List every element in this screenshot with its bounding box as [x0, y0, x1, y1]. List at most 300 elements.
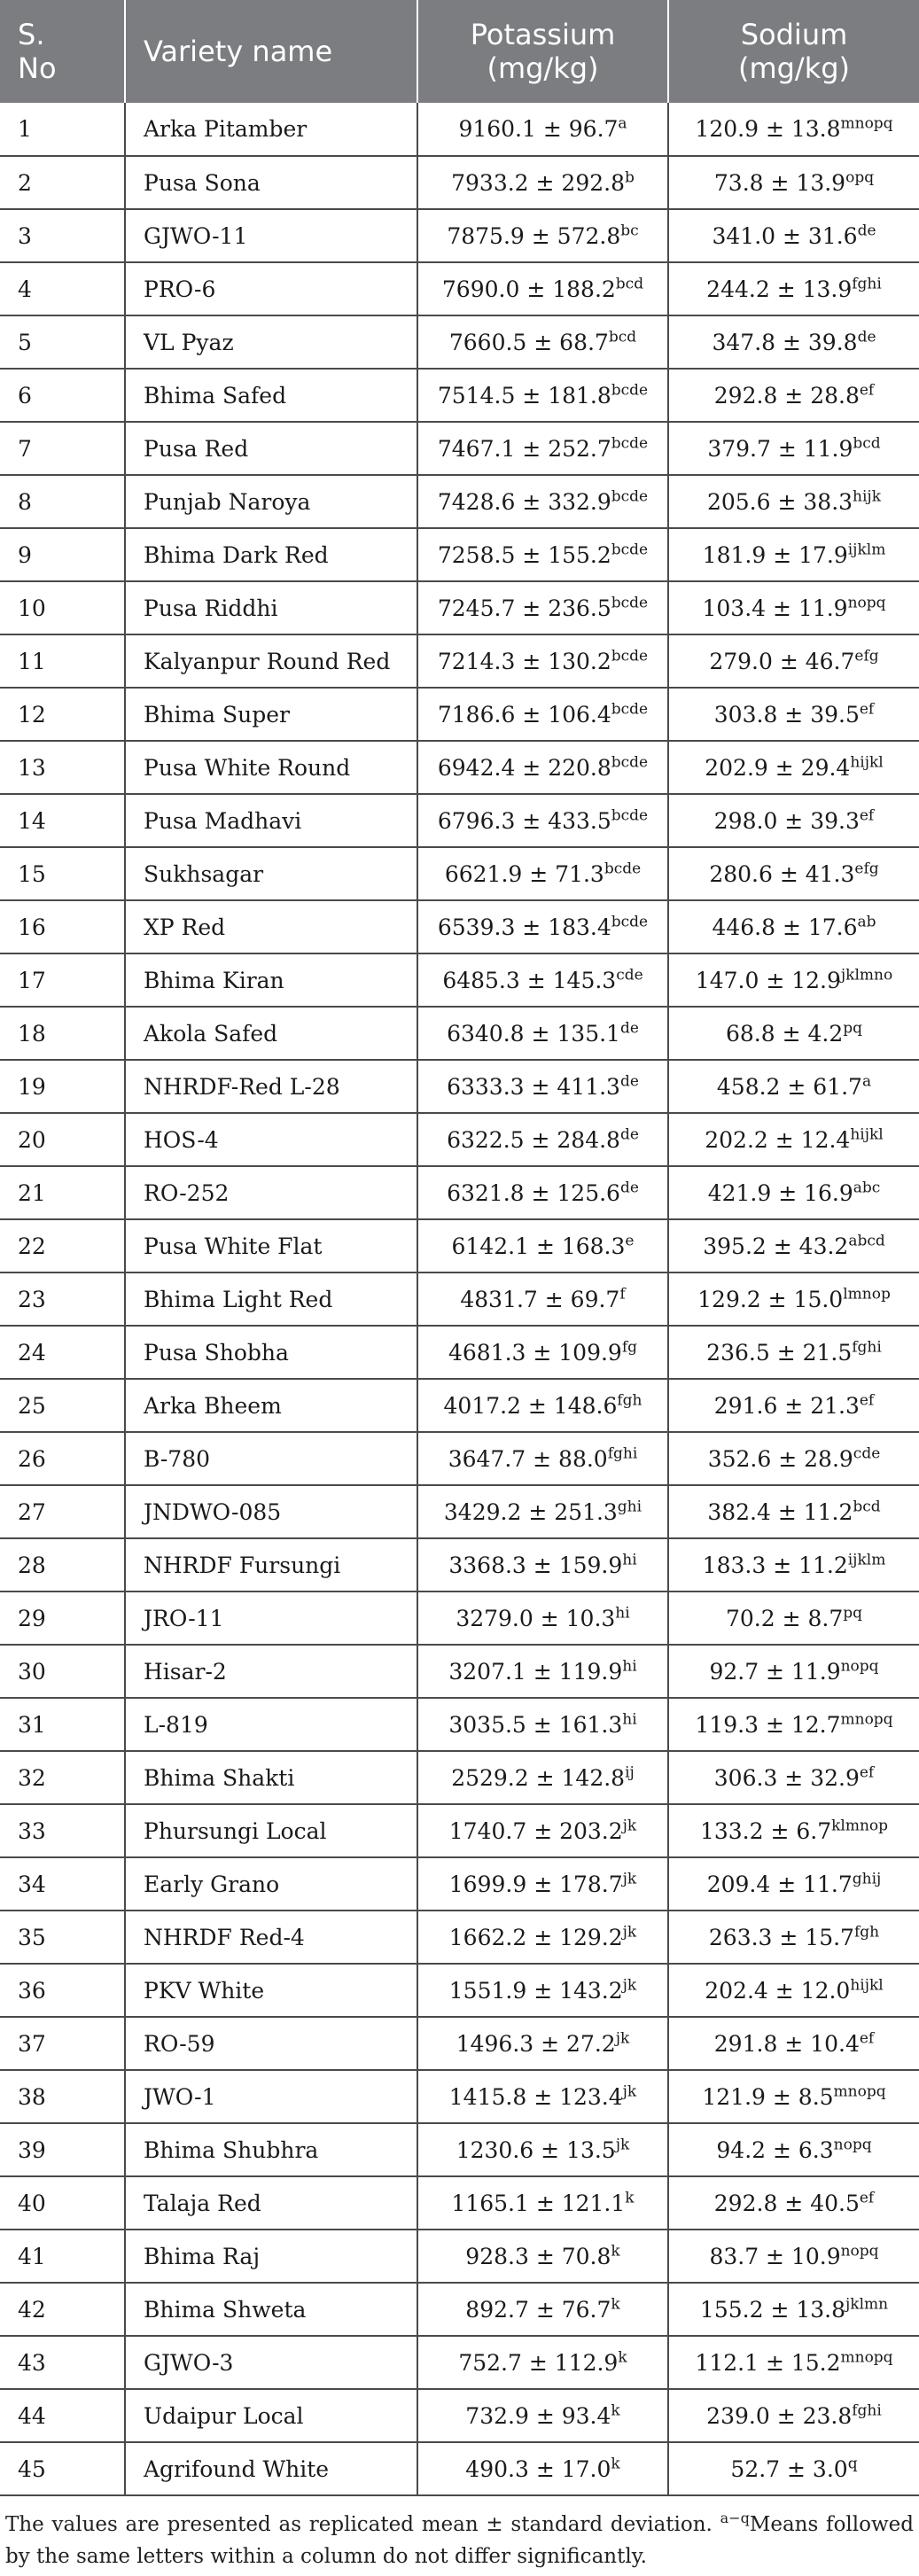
- cell-sno: 3: [0, 209, 125, 262]
- sodium-value: 120.9 ± 13.8: [695, 116, 841, 142]
- sodium-value: 202.4 ± 12.0: [705, 1977, 851, 2004]
- cell-potassium: [417, 2442, 668, 2495]
- cell-sodium: [668, 2389, 919, 2442]
- cell-sodium: [668, 528, 919, 581]
- sodium-value: 202.9 ± 29.4: [705, 754, 851, 781]
- cell-variety-name: Bhima Raj: [125, 2230, 417, 2283]
- table-row: [0, 953, 919, 1007]
- potassium-value: 1496.3 ± 27.2: [456, 2030, 616, 2057]
- sodium-significance: fgh: [853, 1923, 880, 1942]
- sodium-significance: nopq: [833, 2136, 872, 2154]
- potassium-value: 6333.3 ± 411.3: [447, 1073, 620, 1100]
- cell-potassium: [417, 794, 668, 847]
- cell-sno: 39: [0, 2123, 125, 2176]
- cell-potassium: [417, 2070, 668, 2123]
- cell-sno: 17: [0, 953, 125, 1007]
- potassium-significance: bcde: [611, 753, 649, 772]
- cell-sodium: [668, 2123, 919, 2176]
- potassium-significance: bcde: [611, 806, 649, 825]
- table-row: [0, 741, 919, 794]
- cell-sno: 37: [0, 2017, 125, 2070]
- cell-sodium: [668, 1272, 919, 1326]
- table-row: [0, 528, 919, 581]
- cell-sodium: [668, 209, 919, 262]
- cell-sodium: [668, 262, 919, 315]
- cell-potassium: [417, 1857, 668, 1911]
- potassium-value: 3368.3 ± 159.9: [448, 1552, 623, 1578]
- cell-variety-name: Arka Bheem: [125, 1379, 417, 1432]
- sodium-significance: lmnop: [843, 1285, 891, 1304]
- cell-sno: 1: [0, 103, 125, 156]
- cell-sno: 26: [0, 1432, 125, 1485]
- table-row: [0, 847, 919, 900]
- cell-potassium: [417, 1538, 668, 1592]
- sodium-significance: klmnop: [831, 1817, 889, 1835]
- potassium-significance: bcd: [608, 328, 637, 346]
- cell-sodium: [668, 1538, 919, 1592]
- sodium-value: 292.8 ± 28.8: [713, 382, 860, 409]
- table-row: [0, 2070, 919, 2123]
- sodium-significance: mnopq: [840, 2348, 893, 2367]
- table-row: [0, 262, 919, 315]
- header-sodium-line2: (mg/kg): [737, 51, 851, 85]
- potassium-value: 6142.1 ± 168.3: [451, 1233, 626, 1259]
- cell-variety-name: B-780: [125, 1432, 417, 1485]
- potassium-value: 6539.3 ± 183.4: [437, 914, 611, 940]
- cell-sno: 31: [0, 1698, 125, 1751]
- sodium-value: 73.8 ± 13.9: [713, 169, 846, 196]
- cell-potassium: [417, 422, 668, 475]
- potassium-significance: fghi: [607, 1444, 638, 1463]
- sodium-value: 112.1 ± 15.2: [695, 2349, 841, 2376]
- sodium-value: 52.7 ± 3.0: [730, 2455, 848, 2482]
- cell-sno: 45: [0, 2442, 125, 2495]
- header-potassium-line1: Potassium: [470, 18, 616, 51]
- potassium-value: 1740.7 ± 203.2: [448, 1817, 623, 1844]
- potassium-significance: k: [611, 2401, 620, 2420]
- potassium-value: 732.9 ± 93.4: [465, 2402, 611, 2429]
- cell-sno: 6: [0, 369, 125, 422]
- potassium-value: 892.7 ± 76.7: [465, 2296, 611, 2323]
- sodium-significance: ab: [857, 913, 876, 931]
- cell-variety-name: Pusa Madhavi: [125, 794, 417, 847]
- potassium-value: 1230.6 ± 13.5: [456, 2136, 616, 2163]
- sodium-value: 121.9 ± 8.5: [702, 2083, 834, 2110]
- sodium-value: 70.2 ± 8.7: [725, 1605, 844, 1631]
- sodium-significance: ef: [859, 1391, 875, 1410]
- potassium-significance: hi: [622, 1710, 637, 1729]
- cell-variety-name: Pusa Shobha: [125, 1326, 417, 1379]
- sodium-significance: fghi: [852, 2401, 882, 2420]
- cell-sno: 7: [0, 422, 125, 475]
- sodium-value: 68.8 ± 4.2: [725, 1020, 844, 1047]
- cell-sno: 22: [0, 1219, 125, 1272]
- table-row: [0, 1432, 919, 1485]
- potassium-significance: hi: [615, 1604, 630, 1623]
- potassium-significance: bcde: [611, 700, 649, 719]
- cell-sno: 20: [0, 1113, 125, 1166]
- sodium-significance: abc: [853, 1179, 881, 1197]
- header-sno-line2: No: [18, 51, 57, 85]
- cell-variety-name: Early Grano: [125, 1857, 417, 1911]
- potassium-significance: bcde: [611, 594, 649, 612]
- sodium-value: 236.5 ± 21.5: [706, 1339, 853, 1366]
- potassium-value: 6796.3 ± 433.5: [437, 807, 611, 834]
- cell-potassium: [417, 688, 668, 741]
- sodium-value: 147.0 ± 12.9: [695, 967, 841, 993]
- cell-variety-name: Pusa Riddhi: [125, 581, 417, 634]
- cell-sodium: [668, 1857, 919, 1911]
- sodium-value: 209.4 ± 11.7: [706, 1871, 853, 1897]
- cell-variety-name: Akola Safed: [125, 1007, 417, 1060]
- cell-potassium: [417, 2389, 668, 2442]
- cell-variety-name: Punjab Naroya: [125, 475, 417, 528]
- cell-variety-name: Bhima Shakti: [125, 1751, 417, 1804]
- table-row: [0, 1113, 919, 1166]
- header-sodium: [668, 0, 919, 103]
- sodium-value: 279.0 ± 46.7: [709, 648, 855, 674]
- cell-variety-name: Bhima Kiran: [125, 953, 417, 1007]
- table-row: [0, 1485, 919, 1538]
- cell-sodium: [668, 156, 919, 209]
- sodium-value: 205.6 ± 38.3: [706, 488, 853, 515]
- sodium-significance: bcd: [853, 1498, 881, 1516]
- potassium-value: 6321.8 ± 125.6: [447, 1179, 620, 1206]
- cell-potassium: [417, 2017, 668, 2070]
- cell-sodium: [668, 1592, 919, 1645]
- potassium-significance: cde: [616, 966, 643, 984]
- cell-sodium: [668, 315, 919, 369]
- potassium-significance: de: [619, 1125, 639, 1144]
- table-row: [0, 1804, 919, 1857]
- table-row: [0, 1538, 919, 1592]
- cell-sodium: [668, 1485, 919, 1538]
- table-row: [0, 475, 919, 528]
- sodium-significance: fghi: [852, 1338, 882, 1357]
- cell-variety-name: JNDWO-085: [125, 1485, 417, 1538]
- cell-potassium: [417, 528, 668, 581]
- sodium-value: 92.7 ± 11.9: [709, 1658, 841, 1685]
- potassium-value: 9160.1 ± 96.7: [458, 116, 619, 142]
- table-row: [0, 1857, 919, 1911]
- cell-potassium: [417, 1219, 668, 1272]
- cell-sno: 9: [0, 528, 125, 581]
- cell-variety-name: Udaipur Local: [125, 2389, 417, 2442]
- sodium-significance: q: [847, 2455, 858, 2473]
- potassium-significance: bcde: [611, 434, 649, 453]
- potassium-significance: bcde: [611, 647, 649, 665]
- potassium-value: 6340.8 ± 135.1: [447, 1020, 620, 1047]
- cell-sodium: [668, 953, 919, 1007]
- potassium-significance: hi: [622, 1657, 637, 1676]
- sodium-significance: hijkl: [850, 753, 884, 772]
- potassium-significance: bcd: [615, 275, 644, 293]
- table-body: [0, 103, 919, 2495]
- cell-variety-name: Arka Pitamber: [125, 103, 417, 156]
- table-row: [0, 1219, 919, 1272]
- cell-variety-name: Bhima Super: [125, 688, 417, 741]
- cell-sno: 11: [0, 634, 125, 688]
- potassium-value: 2529.2 ± 142.8: [451, 1764, 626, 1791]
- cell-sno: 14: [0, 794, 125, 847]
- table-row: [0, 1007, 919, 1060]
- potassium-significance: bcde: [611, 541, 649, 559]
- sodium-significance: jklmno: [840, 966, 893, 984]
- cell-potassium: [417, 1007, 668, 1060]
- cell-potassium: [417, 1592, 668, 1645]
- table-row: [0, 2123, 919, 2176]
- sodium-value: 382.4 ± 11.2: [707, 1498, 853, 1525]
- header-sno-line1: S.: [18, 18, 45, 51]
- cell-sno: 2: [0, 156, 125, 209]
- sodium-significance: de: [857, 328, 876, 346]
- sodium-value: 341.0 ± 31.6: [712, 222, 858, 249]
- cell-variety-name: JRO-11: [125, 1592, 417, 1645]
- cell-potassium: [417, 1964, 668, 2017]
- cell-potassium: [417, 2123, 668, 2176]
- potassium-value: 752.7 ± 112.9: [458, 2349, 619, 2376]
- table-row: [0, 2389, 919, 2442]
- cell-variety-name: RO-252: [125, 1166, 417, 1219]
- cell-sodium: [668, 2070, 919, 2123]
- cell-sodium: [668, 475, 919, 528]
- cell-sodium: [668, 1645, 919, 1698]
- cell-variety-name: PRO-6: [125, 262, 417, 315]
- potassium-value: 7875.9 ± 572.8: [447, 222, 621, 249]
- table-row: [0, 1911, 919, 1964]
- cell-potassium: [417, 315, 668, 369]
- sodium-significance: a: [861, 1072, 872, 1091]
- cell-variety-name: Pusa Sona: [125, 156, 417, 209]
- potassium-significance: ghi: [617, 1498, 643, 1516]
- potassium-value: 7514.5 ± 181.8: [437, 382, 611, 409]
- cell-sno: 40: [0, 2176, 125, 2230]
- sodium-significance: ijklm: [847, 1551, 886, 1569]
- potassium-value: 3429.2 ± 251.3: [443, 1498, 618, 1525]
- cell-sodium: [668, 2283, 919, 2336]
- potassium-significance: e: [625, 1232, 635, 1250]
- potassium-value: 1551.9 ± 143.2: [448, 1977, 623, 2004]
- cell-potassium: [417, 1060, 668, 1113]
- cell-sno: 19: [0, 1060, 125, 1113]
- cell-sno: 30: [0, 1645, 125, 1698]
- cell-potassium: [417, 103, 668, 156]
- cell-variety-name: Sukhsagar: [125, 847, 417, 900]
- potassium-significance: jk: [615, 2136, 630, 2154]
- sodium-value: 458.2 ± 61.7: [716, 1073, 862, 1100]
- potassium-significance: hi: [622, 1551, 637, 1569]
- potassium-value: 1699.9 ± 178.7: [448, 1871, 623, 1897]
- table-header: [0, 0, 919, 103]
- potassium-significance: k: [611, 2295, 620, 2314]
- cell-sodium: [668, 1751, 919, 1804]
- table-row: [0, 794, 919, 847]
- sodium-significance: ef: [859, 806, 875, 825]
- cell-sodium: [668, 1166, 919, 1219]
- cell-variety-name: RO-59: [125, 2017, 417, 2070]
- cell-sno: 36: [0, 1964, 125, 2017]
- potassium-significance: bcde: [611, 487, 649, 506]
- cell-sodium: [668, 1964, 919, 2017]
- cell-potassium: [417, 2336, 668, 2389]
- potassium-significance: jk: [622, 1817, 637, 1835]
- sodium-value: 292.8 ± 40.5: [713, 2190, 860, 2216]
- sodium-value: 94.2 ± 6.3: [716, 2136, 834, 2163]
- cell-potassium: [417, 209, 668, 262]
- sodium-value: 129.2 ± 15.0: [697, 1286, 844, 1312]
- sodium-value: 263.3 ± 15.7: [708, 1924, 854, 1950]
- cell-variety-name: GJWO-11: [125, 209, 417, 262]
- sodium-significance: hijk: [853, 487, 882, 506]
- table-row: [0, 2283, 919, 2336]
- potassium-significance: de: [619, 1019, 639, 1038]
- cell-sno: 34: [0, 1857, 125, 1911]
- cell-variety-name: PKV White: [125, 1964, 417, 2017]
- cell-variety-name: VL Pyaz: [125, 315, 417, 369]
- sodium-significance: fghi: [852, 275, 882, 293]
- table-row: [0, 2442, 919, 2495]
- potassium-significance: jk: [622, 2082, 637, 2101]
- sodium-significance: cde: [853, 1444, 881, 1463]
- sodium-value: 239.0 ± 23.8: [706, 2402, 853, 2429]
- sodium-value: 291.8 ± 10.4: [713, 2030, 860, 2057]
- sodium-significance: jklmn: [845, 2295, 889, 2314]
- cell-variety-name: Bhima Light Red: [125, 1272, 417, 1326]
- potassium-value: 6942.4 ± 220.8: [437, 754, 611, 781]
- sodium-significance: ef: [859, 2029, 875, 2048]
- sodium-significance: mnopq: [840, 114, 893, 133]
- table-row: [0, 1379, 919, 1432]
- sodium-value: 202.2 ± 12.4: [705, 1126, 851, 1153]
- cell-sodium: [668, 1326, 919, 1379]
- cell-sodium: [668, 847, 919, 900]
- potassium-value: 928.3 ± 70.8: [465, 2243, 611, 2269]
- cell-sodium: [668, 1698, 919, 1751]
- cell-variety-name: HOS-4: [125, 1113, 417, 1166]
- potassium-significance: de: [619, 1179, 639, 1197]
- cell-sodium: [668, 1911, 919, 1964]
- sodium-value: 421.9 ± 16.9: [707, 1179, 853, 1206]
- table-row: [0, 1272, 919, 1326]
- table-row: [0, 2230, 919, 2283]
- table-row: [0, 900, 919, 953]
- potassium-value: 4681.3 ± 109.9: [448, 1339, 622, 1366]
- table-row: [0, 209, 919, 262]
- potassium-significance: jk: [622, 1923, 637, 1942]
- potassium-significance: k: [625, 2189, 635, 2207]
- table-row: [0, 156, 919, 209]
- header-potassium-line2: (mg/kg): [487, 51, 599, 85]
- cell-sno: 42: [0, 2283, 125, 2336]
- cell-sodium: [668, 634, 919, 688]
- potassium-significance: de: [619, 1072, 639, 1091]
- cell-sno: 44: [0, 2389, 125, 2442]
- potassium-significance: k: [618, 2348, 627, 2367]
- sodium-significance: ef: [859, 700, 875, 719]
- table-row: [0, 1964, 919, 2017]
- potassium-value: 7186.6 ± 106.4: [437, 701, 611, 728]
- sodium-significance: nopq: [847, 594, 886, 612]
- table-row: [0, 2336, 919, 2389]
- potassium-value: 6621.9 ± 71.3: [444, 860, 604, 887]
- potassium-value: 3207.1 ± 119.9: [448, 1658, 623, 1685]
- cell-variety-name: JWO-1: [125, 2070, 417, 2123]
- sodium-value: 347.8 ± 39.8: [712, 329, 858, 355]
- cell-sodium: [668, 422, 919, 475]
- sodium-significance: hijkl: [850, 1125, 884, 1144]
- cell-sno: 16: [0, 900, 125, 953]
- cell-potassium: [417, 1166, 668, 1219]
- cell-sno: 43: [0, 2336, 125, 2389]
- cell-sodium: [668, 2176, 919, 2230]
- cell-sodium: [668, 1060, 919, 1113]
- table-row: [0, 103, 919, 156]
- potassium-value: 6485.3 ± 145.3: [442, 967, 617, 993]
- potassium-value: 490.3 ± 17.0: [465, 2455, 611, 2482]
- sodium-value: 303.8 ± 39.5: [713, 701, 860, 728]
- cell-sodium: [668, 1113, 919, 1166]
- cell-sodium: [668, 900, 919, 953]
- potassium-significance: bcde: [604, 860, 642, 878]
- sodium-value: 133.2 ± 6.7: [699, 1817, 832, 1844]
- sodium-value: 298.0 ± 39.3: [713, 807, 860, 834]
- potassium-significance: bcde: [611, 381, 649, 400]
- cell-sodium: [668, 1007, 919, 1060]
- footnote-text-after: Means followed by the same letters within a column do not differ significantly.: [5, 2513, 914, 2568]
- potassium-significance: k: [611, 2455, 620, 2473]
- cell-sno: 27: [0, 1485, 125, 1538]
- cell-potassium: [417, 1911, 668, 1964]
- sodium-significance: bcd: [853, 434, 881, 453]
- sodium-value: 103.4 ± 11.9: [702, 595, 848, 621]
- cell-variety-name: Bhima Dark Red: [125, 528, 417, 581]
- cell-sno: 18: [0, 1007, 125, 1060]
- header-potassium: [417, 0, 668, 103]
- cell-variety-name: Talaja Red: [125, 2176, 417, 2230]
- cell-sodium: [668, 369, 919, 422]
- sodium-value: 446.8 ± 17.6: [712, 914, 858, 940]
- sodium-value: 280.6 ± 41.3: [709, 860, 855, 887]
- potassium-significance: b: [625, 168, 635, 187]
- cell-sno: 23: [0, 1272, 125, 1326]
- potassium-significance: f: [619, 1285, 626, 1304]
- potassium-value: 7660.5 ± 68.7: [448, 329, 609, 355]
- cell-variety-name: Pusa White Flat: [125, 1219, 417, 1272]
- cell-sno: 21: [0, 1166, 125, 1219]
- table-row: [0, 315, 919, 369]
- cell-potassium: [417, 900, 668, 953]
- cell-sno: 12: [0, 688, 125, 741]
- potassium-value: 7467.1 ± 252.7: [437, 435, 611, 462]
- footnote: [0, 2496, 919, 2572]
- cell-sno: 38: [0, 2070, 125, 2123]
- cell-sno: 10: [0, 581, 125, 634]
- potassium-value: 7214.3 ± 130.2: [437, 648, 611, 674]
- cell-potassium: [417, 1645, 668, 1698]
- cell-potassium: [417, 1379, 668, 1432]
- table-row: [0, 1060, 919, 1113]
- cell-potassium: [417, 741, 668, 794]
- potassium-value: 7258.5 ± 155.2: [437, 541, 611, 568]
- cell-sno: 25: [0, 1379, 125, 1432]
- cell-potassium: [417, 1272, 668, 1326]
- cell-sodium: [668, 794, 919, 847]
- potassium-significance: a: [618, 114, 627, 133]
- cell-sodium: [668, 2442, 919, 2495]
- cell-sodium: [668, 103, 919, 156]
- cell-sno: 24: [0, 1326, 125, 1379]
- cell-variety-name: Bhima Safed: [125, 369, 417, 422]
